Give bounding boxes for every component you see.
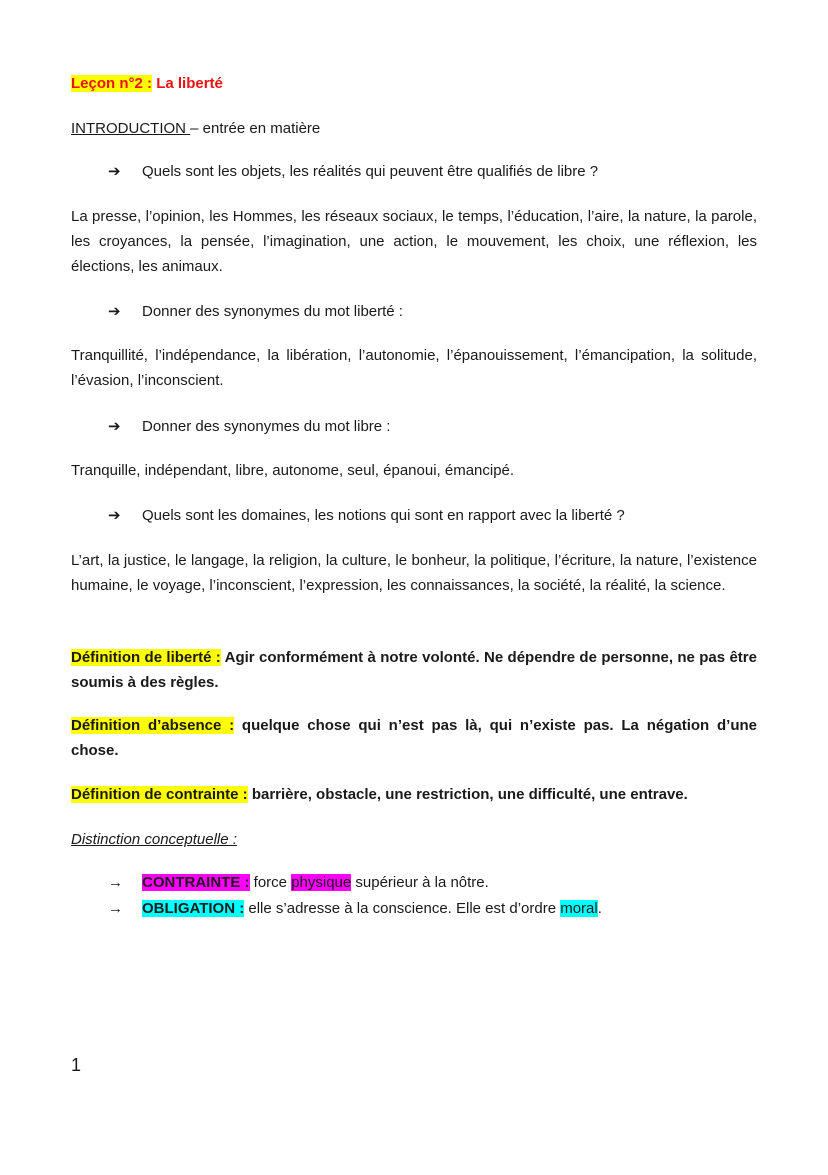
obligation-post: . bbox=[597, 900, 602, 917]
list-item-contrainte bbox=[108, 870, 489, 895]
answer-1: La presse, l’opinion, les Hommes, les réseaux sociaux, le temps, l’éducation, l’aire, la nature, la parole, les croyances, la pensée, l’imagination, une action, le mouvement, les choix, une réflexion, les élections, les animaux. bbox=[71, 208, 757, 275]
obligation-pre: elle s’adresse à la conscience. Elle est d’ordre bbox=[244, 900, 561, 917]
arrow-right-icon: ➔ bbox=[108, 418, 121, 435]
definition-liberte-label: Définition de liberté : bbox=[71, 649, 221, 666]
question-4-text: Quels sont les domaines, les notions qui sont en rapport avec la liberté ? bbox=[142, 507, 625, 524]
arrow-right-icon: ➔ bbox=[108, 507, 121, 524]
question-3 bbox=[108, 414, 390, 439]
contrainte-highlight: physique bbox=[291, 874, 352, 891]
obligation-highlight: moral bbox=[560, 900, 598, 917]
lesson-name: La liberté bbox=[156, 75, 223, 92]
answer-3: Tranquille, indépendant, libre, autonome, seul, épanoui, émancipé. bbox=[71, 462, 515, 479]
definition-absence-text: quelque chose qui n’est pas là, qui n’existe pas. La négation d’une chose. bbox=[71, 717, 757, 759]
lesson-title bbox=[71, 71, 757, 96]
question-4 bbox=[108, 503, 625, 528]
lesson-prefix: Leçon n°2 : bbox=[71, 75, 153, 92]
question-3-text: Donner des synonymes du mot libre : bbox=[142, 418, 391, 435]
definition-liberte bbox=[71, 645, 757, 695]
arrow-right-icon: → bbox=[108, 874, 123, 891]
definition-contrainte-label: Définition de contrainte : bbox=[71, 786, 248, 803]
definition-contrainte-text: barrière, obstacle, une restriction, une difficulté, une entrave. bbox=[247, 786, 688, 803]
question-1-text: Quels sont les objets, les réalités qui peuvent être qualifiés de libre ? bbox=[142, 163, 599, 180]
definition-absence-label: Définition d’absence : bbox=[71, 717, 235, 734]
arrow-right-icon: ➔ bbox=[108, 303, 121, 320]
arrow-right-icon: → bbox=[108, 900, 123, 917]
introduction-subtitle: – entrée en matière bbox=[190, 120, 321, 137]
answer-4: L’art, la justice, le langage, la religion, la culture, le bonheur, la politique, l’écriture, la nature, l’existence humaine, le voyage, l’inconscient, l’expression, les connaissances, la société, la réalité, la science. bbox=[71, 552, 757, 594]
definition-absence bbox=[71, 713, 757, 763]
obligation-label: OBLIGATION : bbox=[142, 900, 245, 917]
answer-2: Tranquillité, l’indépendance, la libération, l’autonomie, l’épanouissement, l’émancipation, la solitude, l’évasion, l’inconscient. bbox=[71, 347, 757, 389]
question-2 bbox=[108, 299, 403, 324]
introduction-heading bbox=[71, 116, 757, 141]
page-number: 1 bbox=[71, 1055, 82, 1075]
contrainte-post: supérieur à la nôtre. bbox=[351, 874, 489, 891]
definition-liberte-text: Agir conformément à notre volonté. Ne dépendre de personne, ne pas être soumis à des règles. bbox=[71, 649, 757, 691]
distinction-label: Distinction conceptuelle : bbox=[71, 831, 237, 848]
contrainte-pre: force bbox=[249, 874, 292, 891]
definition-contrainte bbox=[71, 782, 757, 807]
contrainte-label: CONTRAINTE : bbox=[142, 874, 250, 891]
list-item-obligation bbox=[108, 896, 602, 921]
question-2-text: Donner des synonymes du mot liberté : bbox=[142, 303, 403, 320]
arrow-right-icon: ➔ bbox=[108, 163, 121, 180]
question-1 bbox=[108, 159, 598, 184]
distinction-heading bbox=[71, 827, 757, 852]
introduction-label: INTRODUCTION bbox=[71, 120, 191, 137]
